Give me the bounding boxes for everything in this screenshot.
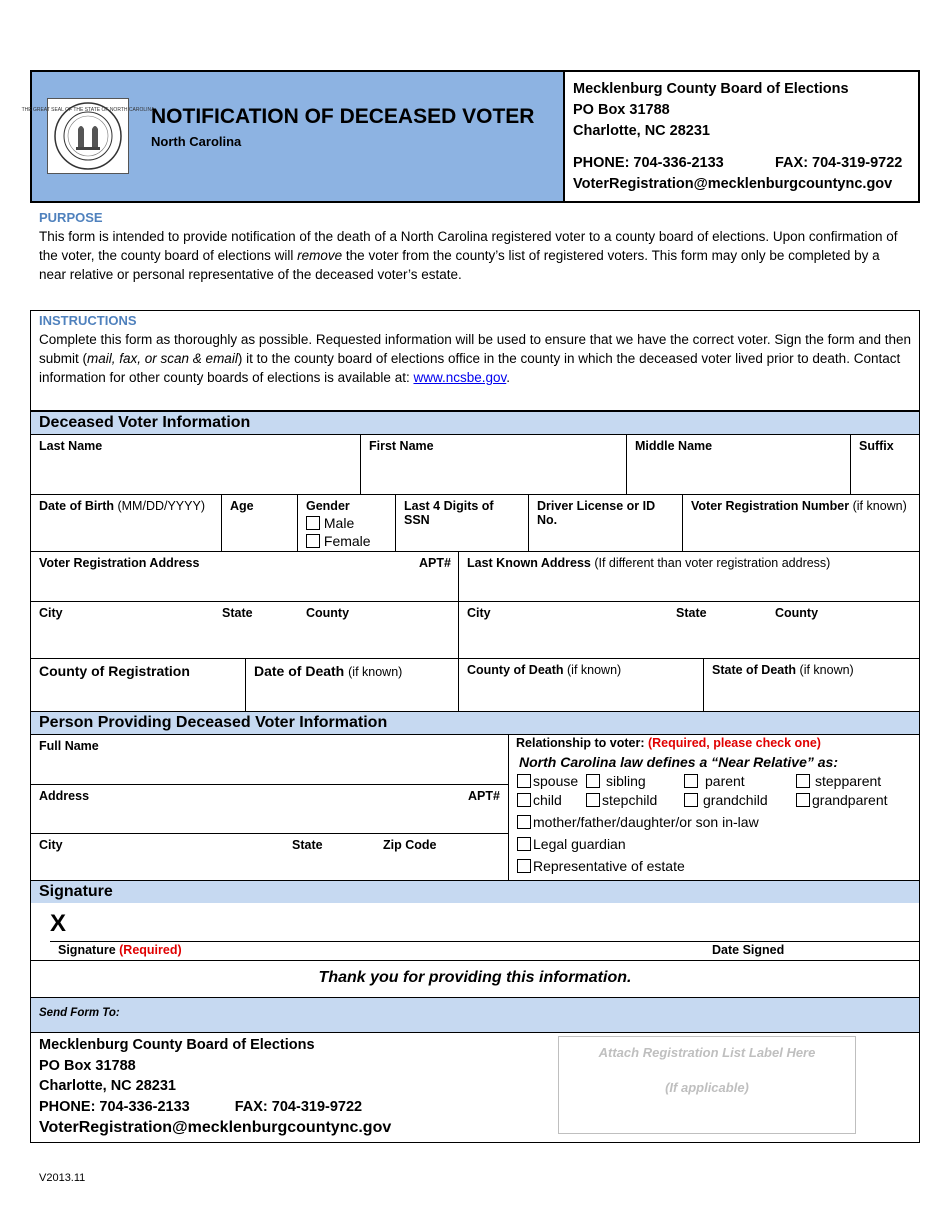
vrn-field[interactable]: Voter Registration Number (if known) — [691, 499, 907, 513]
license-field[interactable]: Driver License or ID No. — [537, 499, 656, 527]
purpose-section — [39, 210, 909, 284]
date-signed-label: Date Signed — [712, 943, 785, 957]
send-email: VoterRegistration@mecklenburgcountync.gov — [39, 1119, 392, 1136]
estate-rep-checkbox[interactable] — [517, 859, 531, 873]
county-of-death-field[interactable]: County of Death (if known) — [467, 663, 622, 677]
form-title: NOTIFICATION OF DECEASED VOTER — [151, 105, 535, 128]
suffix-field[interactable]: Suffix — [859, 439, 894, 453]
grandparent-checkbox[interactable] — [796, 793, 810, 807]
stepchild-checkbox[interactable] — [586, 793, 600, 807]
option-child[interactable]: child — [517, 792, 562, 808]
state-seal — [21, 98, 155, 174]
provider-city-field[interactable]: City State Zip Code — [39, 838, 437, 852]
header-email: VoterRegistration@mecklenburgcountync.gov — [573, 176, 893, 192]
option-stepchild[interactable]: stepchild — [586, 792, 657, 808]
registration-label-box: Attach Registration List Label Here (If applicable) — [558, 1036, 856, 1134]
child-checkbox[interactable] — [517, 793, 531, 807]
header-po-box: PO Box 31788 — [573, 102, 670, 118]
send-po-box: PO Box 31788 — [39, 1057, 136, 1074]
reg-city-field[interactable]: City State County — [39, 606, 350, 620]
ssn-field[interactable]: Last 4 Digits of SSN — [404, 499, 494, 527]
purpose-text: This form is intended to provide notification of the death of a North Carolina registered voter to a county board of elections. Upon confirmation of the voter, the county board of elections will remove the voter from the county’s list of registered voters. This form may only be completed by a near relative or personal representative of the deceased voter’s estate. — [39, 229, 898, 282]
signature-section-heading: Signature — [31, 881, 919, 903]
last-known-city-field[interactable]: City State County — [467, 606, 819, 620]
reg-address-field[interactable]: Voter Registration Address APT# — [39, 556, 451, 570]
guardian-checkbox[interactable] — [517, 837, 531, 851]
gender-female-option[interactable]: Female — [306, 533, 387, 549]
stepparent-checkbox[interactable] — [796, 774, 810, 788]
sibling-checkbox[interactable] — [586, 774, 600, 788]
purpose-heading: PURPOSE — [39, 210, 103, 225]
send-office-name: Mecklenburg County Board of Elections — [39, 1037, 315, 1053]
dob-field[interactable]: Date of Birth (MM/DD/YYYY) — [39, 499, 205, 513]
svg-text:THE GREAT SEAL OF THE STATE OF: THE GREAT SEAL OF THE STATE OF NORTH CAROLINA — [21, 107, 155, 113]
signature-line-field[interactable] — [50, 904, 919, 942]
header-office-name: Mecklenburg County Board of Elections — [573, 81, 849, 97]
last-name-field[interactable]: Last Name — [39, 439, 103, 453]
parent-checkbox[interactable] — [684, 774, 698, 788]
option-sibling[interactable]: sibling — [586, 773, 646, 789]
gender-male-option[interactable]: Male — [306, 515, 387, 531]
date-of-death-field[interactable]: Date of Death (if known) — [254, 663, 403, 679]
option-grandparent[interactable]: grandparent — [796, 792, 888, 808]
thank-you-message: Thank you for providing this information. — [318, 969, 632, 986]
first-name-field[interactable]: First Name — [369, 439, 434, 453]
near-relative-definition: North Carolina law defines a “Near Relative” as: — [519, 754, 838, 770]
option-in-law[interactable]: mother/father/daughter/or son in-law — [517, 814, 759, 830]
send-city: Charlotte, NC 28231 — [39, 1078, 176, 1094]
relationship-label: Relationship to voter: (Required, please check one) — [516, 736, 821, 750]
person-section-heading: Person Providing Deceased Voter Information — [31, 712, 919, 734]
gender-field: Gender Male Female — [298, 494, 395, 551]
send-to-heading: Send Form To: — [31, 998, 919, 1032]
option-legal-guardian[interactable]: Legal guardian — [517, 836, 626, 852]
form-subtitle: North Carolina — [151, 134, 242, 149]
provider-full-name-field[interactable]: Full Name — [39, 739, 99, 753]
header-fax: FAX: 704-319-9722 — [775, 155, 903, 171]
state-of-death-field[interactable]: State of Death (if known) — [712, 663, 854, 677]
signature-x-mark: X — [50, 910, 67, 937]
provider-address-field[interactable]: Address APT# — [39, 789, 500, 803]
spouse-checkbox[interactable] — [517, 774, 531, 788]
middle-name-field[interactable]: Middle Name — [635, 439, 713, 453]
signature-label: Signature (Required) — [58, 943, 182, 957]
header-banner — [21, 70, 565, 203]
instructions-section — [39, 313, 913, 387]
instructions-heading: INSTRUCTIONS — [39, 313, 137, 328]
male-checkbox[interactable] — [306, 516, 320, 530]
county-registration-field[interactable]: County of Registration — [39, 663, 190, 679]
header-city: Charlotte, NC 28231 — [573, 123, 710, 139]
age-field[interactable]: Age — [230, 499, 254, 513]
seal-icon — [21, 99, 155, 173]
female-checkbox[interactable] — [306, 534, 320, 548]
option-stepparent[interactable]: stepparent — [796, 773, 881, 789]
ncsbe-link[interactable]: www.ncsbe.gov — [413, 370, 507, 385]
last-known-address-field[interactable]: Last Known Address (If different than voter registration address) — [467, 556, 831, 570]
header-phone: PHONE: 704-336-2133 — [573, 155, 724, 171]
in-law-checkbox[interactable] — [517, 815, 531, 829]
send-phone-fax: PHONE: 704-336-2133 FAX: 704-319-9722 — [39, 1098, 363, 1115]
instructions-text: Complete this form as thoroughly as possible. Requested information will be used to ensure that we have the correct voter. Sign the form and then submit (mail, fax, or scan & email) it to the county board of elections office in the county in which the deceased voter lived prior to death. Contact information for other county boards of elections is available at: www.ncsbe.gov. — [39, 332, 911, 385]
send-to-address — [39, 1035, 391, 1139]
form-version: V2013.11 — [39, 1172, 86, 1184]
option-parent[interactable]: parent — [684, 773, 745, 789]
option-estate-representative[interactable]: Representative of estate — [517, 858, 685, 874]
deceased-section-heading: Deceased Voter Information — [31, 412, 919, 434]
option-grandchild[interactable]: grandchild — [684, 792, 768, 808]
header-contact-box — [563, 70, 920, 203]
grandchild-checkbox[interactable] — [684, 793, 698, 807]
option-spouse[interactable]: spouse — [517, 773, 578, 789]
